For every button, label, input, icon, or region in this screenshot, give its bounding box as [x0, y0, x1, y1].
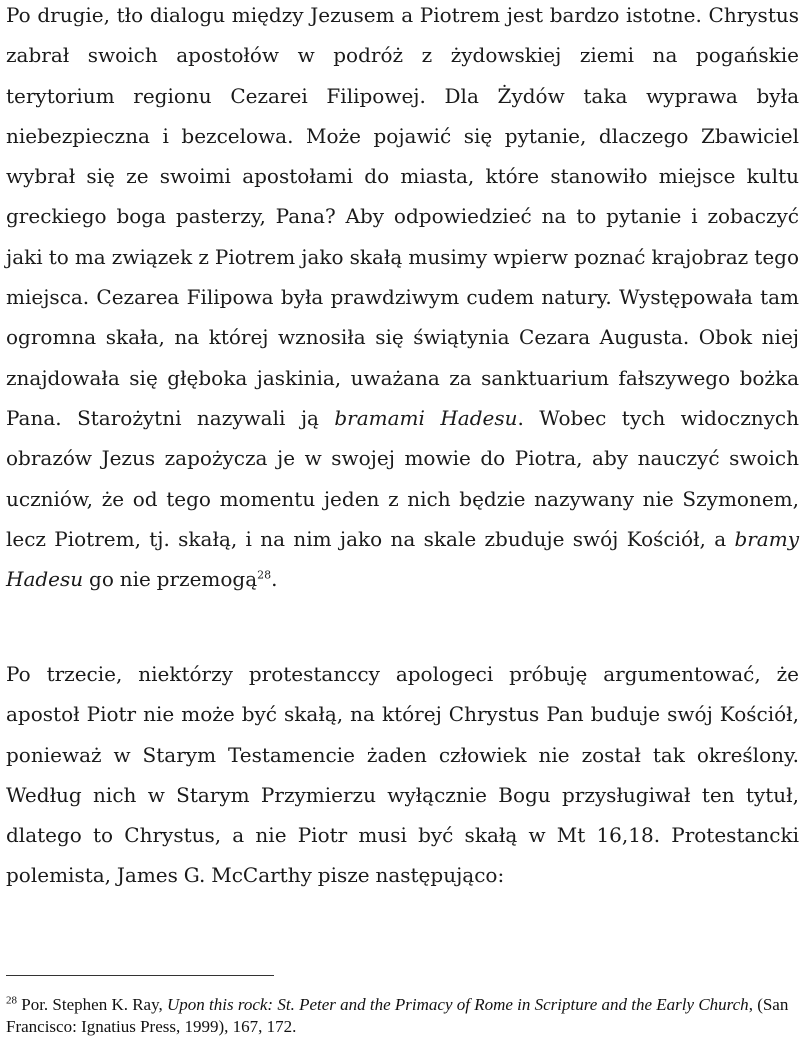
- footnote-number: 28: [6, 994, 17, 1007]
- paragraph-2-text: Po trzecie, niektórzy protestanccy apologeci próbuję argumentować, że apostoł Piotr nie może być skałą, na której Chrystus Pan buduje swój Kościół, ponieważ w Starym Testamencie żaden człowiek nie został tak określony. Według nich w Starym Przymierzu wyłącznie Bogu przysługiwał ten tytuł, dlatego to Chrystus, a nie Piotr musi być skałą w Mt 16,18. Protestancki polemista, James G. McCarthy pisze następująco:: [6, 662, 799, 888]
- footnote-separator: [6, 975, 274, 976]
- footnote-italic-title: Upon this rock: St. Peter and the Primacy of Rome in Scripture and the Early Church: [167, 995, 749, 1014]
- paragraph-1-italic-bramy-hadesu: bramy Hadesu: [6, 526, 799, 592]
- footnote-reference[interactable]: 28: [257, 568, 272, 582]
- footnote-text-b: , (San Francisco: Ignatius Press, 1999), 167, 172.: [6, 995, 789, 1036]
- paragraph-2: [6, 654, 799, 896]
- paragraph-1-end: .: [271, 567, 278, 592]
- paragraph-1-text-a: Po drugie, tło dialogu między Jezusem a Piotrem jest bardzo istotne. Chrystus zabrał swoich apostołów w podróż z żydowskiej ziemi na pogańskie terytorium regionu Cezarei Filipowej. Dla Żydów taka wyprawa była niebezpieczna i bezcelowa. Może pojawić się pytanie, dlaczego Zbawiciel wybrał się ze swoimi apostołami do miasta, które stanowiło miejsce kultu greckiego boga pasterzy, Pana? Aby odpowiedzieć na to pytanie i zobaczyć jaki to ma związek z Piotrem jako skałą musimy wpierw poznać krajobraz tego miejsca. Cezarea Filipowa była prawdziwym cudem natury. Występowała tam ogromna skała, na której wznosiła się świątynia Cezara Augusta. Obok niej znajdowała się głęboka jaskinia, uważana za sanktuarium fałszywego bożka Pana. Starożytni nazywali ją: [6, 3, 799, 430]
- paragraph-1-text-b: . Wobec tych widocznych obrazów Jezus zapożycza je w swojej mowie do Piotra, aby nauczyć swoich uczniów, że od tego momentu jeden z nich będzie nazywany nie Szymonem, lecz Piotrem, tj. skałą, i na nim jako na skale zbuduje swój Kościół, a: [6, 405, 799, 551]
- paragraph-1-italic-bramami-hadesu: bramami Hadesu: [334, 405, 518, 430]
- footnote: [6, 994, 796, 1038]
- footnote-text-a: Por. Stephen K. Ray,: [17, 995, 168, 1014]
- paragraph-1: [6, 0, 799, 599]
- paragraph-1-text-c: go nie przemogą: [83, 567, 258, 592]
